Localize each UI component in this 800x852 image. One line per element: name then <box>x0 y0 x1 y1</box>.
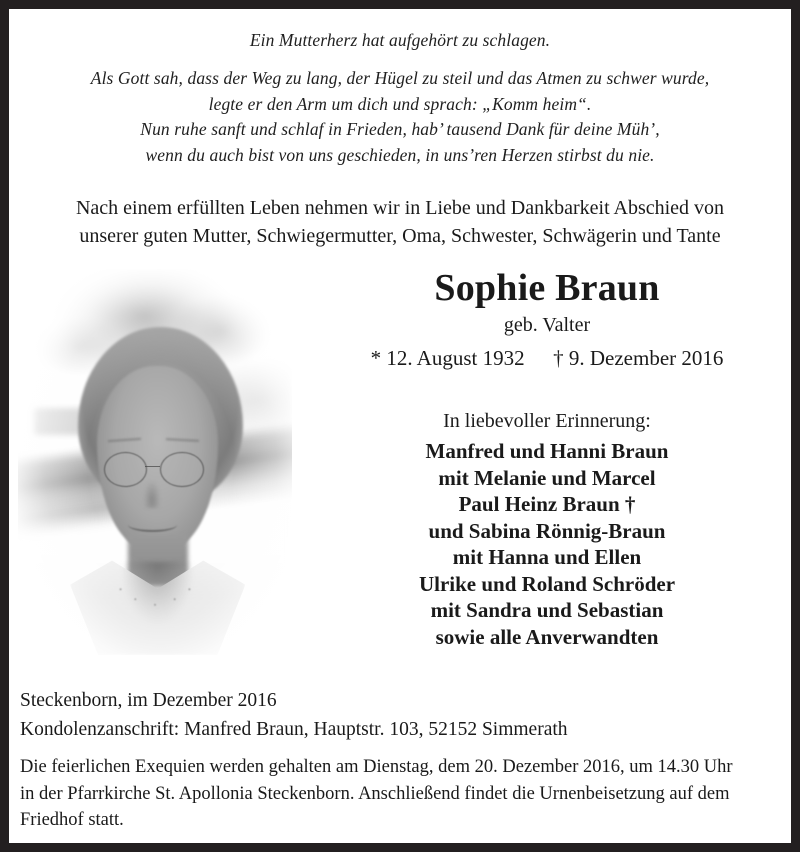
portrait-photo-image <box>18 269 292 655</box>
mourner-line: Manfred und Hanni Braun <box>425 439 669 463</box>
service-line: Friedhof statt. <box>20 810 124 830</box>
mourners-list <box>312 435 782 650</box>
portrait-and-names-section <box>12 262 788 682</box>
poem-line: legte er den Arm um dich und sprach: „Komm heim“. <box>208 93 592 114</box>
service-line: in der Pfarrkirche St. Apollonia Steckenborn. Anschließend findet die Urnenbeisetzung auf dem <box>20 783 730 804</box>
mourner-line: mit Hanna und Ellen <box>452 545 642 569</box>
death-date: 9. Dezember 2016 <box>568 346 724 370</box>
poem-lead-line: Ein Mutterherz hat aufgehört zu schlagen. <box>249 30 551 50</box>
mourner-line: mit Sandra und Sebastian <box>430 598 664 622</box>
portrait-vignette <box>18 269 292 655</box>
poem-body <box>12 50 788 168</box>
maiden-name: geb. Valter <box>503 314 591 336</box>
life-dates <box>312 338 782 373</box>
notice-content <box>12 12 788 840</box>
mourner-line: sowie alle Anverwandten <box>435 624 659 649</box>
mourner-line: Paul Heinz Braun † <box>458 492 636 516</box>
portrait-photo <box>18 269 292 655</box>
deceased-name: Sophie Braun <box>434 267 660 309</box>
funeral-service-info <box>20 744 780 834</box>
notice-footer <box>12 682 788 834</box>
birth-date: 12. August 1932 <box>386 346 525 370</box>
birth-symbol: * <box>370 346 382 370</box>
death-symbol: † <box>553 346 564 370</box>
farewell-intro <box>12 168 788 250</box>
poem-line: Als Gott sah, dass der Weg zu lang, der Hügel zu steil und das Atmen zu schwer wurde, <box>90 68 710 88</box>
mourner-line: Ulrike und Roland Schröder <box>418 571 676 596</box>
place-and-date: Steckenborn, im Dezember 2016 <box>20 690 277 711</box>
service-line: Die feierlichen Exequien werden gehalten am Dienstag, dem 20. Dezember 2016, um 14.30 Uhr <box>20 757 733 777</box>
intro-line: Nach einem erfüllten Leben nehmen wir in Liebe und Dankbarkeit Abschied von <box>75 197 725 219</box>
memorial-poem <box>12 12 788 168</box>
condolence-address: Kondolenzanschrift: Manfred Braun, Hauptstr. 103, 52152 Simmerath <box>20 719 568 740</box>
mourner-line: und Sabina Rönnig-Braun <box>428 518 666 543</box>
mourner-line: mit Melanie und Marcel <box>438 465 656 490</box>
poem-line: wenn du auch bist von uns geschieden, in uns’ren Herzen stirbst du nie. <box>145 144 655 165</box>
mourners-heading: In liebevoller Erinnerung: <box>443 410 651 432</box>
intro-line: unserer guten Mutter, Schwiegermutter, Oma, Schwester, Schwägerin und Tante <box>79 225 721 247</box>
names-column <box>312 262 782 650</box>
poem-line: Nun ruhe sanft und schlaf in Frieden, hab’ tausend Dank für deine Müh’, <box>140 119 660 139</box>
